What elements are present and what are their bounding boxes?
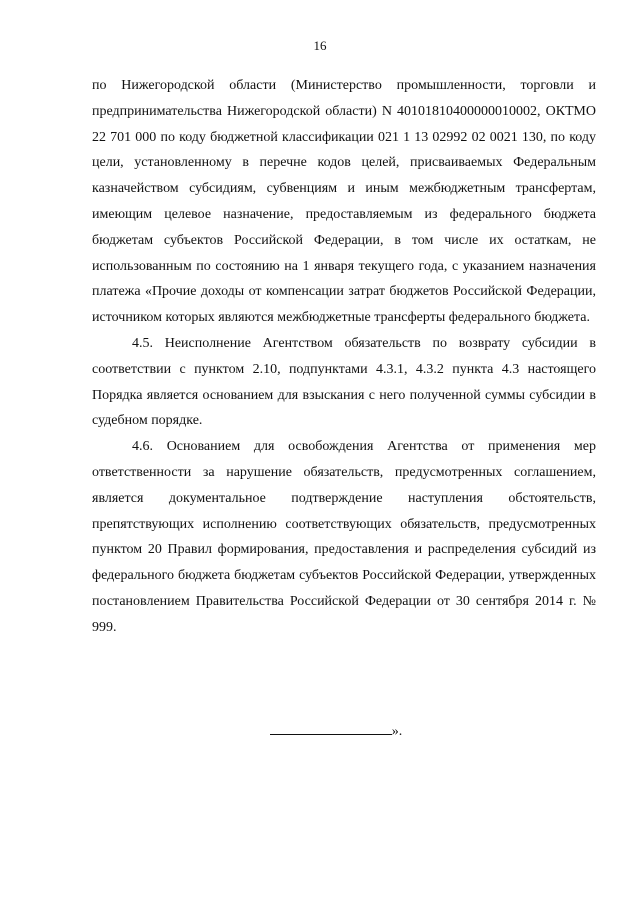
document-body	[92, 73, 596, 641]
page-number: 16	[313, 38, 327, 53]
paragraph-payment-details: по Нижегородской области (Министерство промышленности, торговли и предпринимательства Нижегородской области) N 40101810400000010002, ОКТМО 22 701 000 по коду бюджетной классификации 021 1 13 02992 02 0021 130, по коду цели, установленному в перечне кодов целей, присваиваемых Федеральным казначейством субсидиям, субвенциям и иным межбюджетным трансфертам, имеющим целевое назначение, предоставляемым из федерального бюджета бюджетам субъектов Российской Федерации, в том числе их остаткам, не использованным по состоянию на 1 января текущего года, с указанием назначения платежа «Прочие доходы от компенсации затрат бюджетов Российской Федерации, источником которых являются межбюджетные трансферты федерального бюджета.	[92, 78, 596, 326]
paragraph-4-5: 4.5. Неисполнение Агентством обязательств по возврату субсидии в соответствии с пунктом 2.10, подпунктами 4.3.1, 4.3.2 пункта 4.3 настоящего Порядка является основанием для взыскания с него полученной суммы субсидии в судебном порядке.	[92, 335, 596, 429]
closing-mark	[0, 720, 640, 740]
closing-quote: ».	[391, 724, 403, 739]
closing-underline	[270, 720, 392, 735]
paragraph-4-6: 4.6. Основанием для освобождения Агентства от применения мер ответственности за нарушение обязательств, предусмотренных соглашением, является документальное подтверждение наступления обстоятельств, препятствующих исполнению соответствующих обязательств, предусмотренных пунктом 20 Правил формирования, предоставления и распределения субсидий из федерального бюджета бюджетам субъектов Российской Федерации, утвержденных постановлением Правительства Российской Федерации от 30 сентября 2014 г. № 999.	[92, 439, 596, 635]
